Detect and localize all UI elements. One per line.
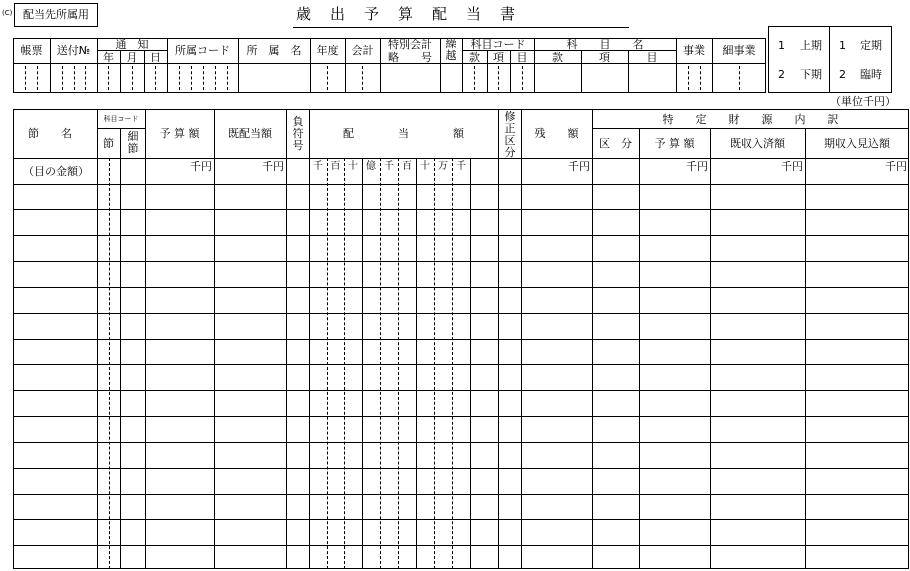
period-regular-num: 1	[839, 39, 846, 52]
period-box	[768, 26, 892, 93]
saisetsu-label: 細節	[127, 130, 139, 155]
subject-name-label: 科 目 名	[566, 38, 644, 51]
digit-sep	[227, 66, 228, 90]
expected-unit: 千円	[885, 160, 907, 173]
period-first-half: 上期	[800, 39, 822, 52]
digit-sep	[700, 66, 701, 90]
main-col-line	[710, 128, 711, 569]
month-label: 月	[126, 51, 138, 64]
table-row-line	[13, 313, 909, 314]
digit-label: 千	[456, 161, 466, 172]
period-regular: 定期	[860, 39, 882, 52]
already-unit: 千円	[262, 160, 284, 173]
account-label: 会計	[351, 44, 374, 57]
recipient-tag: 配当先所属用	[23, 8, 89, 21]
budget-unit: 千円	[190, 160, 212, 173]
digit-sep	[179, 66, 180, 90]
ledger-label: 帳票	[20, 44, 43, 57]
subject-name-moku: 目	[646, 51, 658, 64]
period-second-num: 2	[778, 68, 785, 81]
digit-sep	[191, 66, 192, 90]
digit-label: 十	[348, 161, 358, 172]
subject-name-kou: 項	[599, 51, 610, 64]
balance-unit: 千円	[568, 160, 590, 173]
main-col-line	[639, 128, 640, 569]
subject-code-moku: 目	[516, 51, 528, 64]
budget-label: 予 算 額	[159, 127, 200, 140]
fiscal-year-label: 年度	[316, 44, 339, 57]
day-label: 日	[150, 51, 161, 64]
hdr-col-line	[440, 38, 441, 93]
moku-amount-label: （目の金額）	[23, 165, 89, 178]
table-row-line	[13, 158, 909, 159]
setsu-name-label: 節 名	[28, 127, 72, 140]
period-second-half: 下期	[800, 68, 822, 81]
project-label: 事業	[683, 44, 705, 57]
send-no-label: 送付№	[56, 44, 91, 57]
digit-sep	[25, 66, 26, 90]
subject-code-label: 科目コード	[470, 38, 526, 51]
main-subject-code-label: 科目コード	[103, 115, 139, 123]
unit-note: （単位千円）	[830, 95, 896, 108]
digit-sep	[498, 66, 499, 90]
period-box-divider	[829, 26, 830, 93]
table-row-line	[13, 287, 909, 288]
digit-sep	[474, 66, 475, 90]
table-row-line	[13, 494, 909, 495]
digit-label: 十	[420, 161, 430, 172]
form-code-mark: (C)	[2, 9, 13, 17]
digit-label: 千	[313, 161, 323, 172]
main-col-line	[120, 128, 121, 569]
received-unit: 千円	[781, 160, 803, 173]
digit-sep	[522, 66, 523, 90]
sf-budget-label: 予 算 額	[654, 137, 695, 150]
notice-label: 通 知	[115, 38, 149, 51]
balance-label: 残 額	[534, 127, 579, 140]
carry-over-label: 繰越	[445, 37, 457, 62]
digit-label: 億	[366, 161, 376, 172]
allocation-label: 配 当 額	[343, 127, 464, 140]
abbr-no-label: 略 号	[388, 51, 432, 64]
sf-budget-unit: 千円	[686, 160, 708, 173]
dept-name-label: 所 属 名	[246, 44, 302, 57]
digit-sep	[215, 66, 216, 90]
subject-name-kan: 款	[552, 51, 563, 64]
table-row-line	[13, 184, 909, 185]
dept-code-label: 所属コード	[175, 44, 230, 57]
table-row-line	[13, 545, 909, 546]
digit-sep	[85, 66, 86, 90]
period-extra-num: 2	[839, 68, 846, 81]
table-row-line	[13, 261, 909, 262]
sub-project-label: 細事業	[722, 44, 756, 57]
digit-sep	[327, 66, 328, 90]
period-first-num: 1	[778, 39, 785, 52]
period-extraordinary: 臨時	[860, 68, 882, 81]
title-underline	[293, 27, 629, 28]
received-label: 既収入済額	[730, 137, 785, 150]
digit-sep	[155, 66, 156, 90]
digit-sep	[74, 66, 75, 90]
table-row-line	[13, 416, 909, 417]
digit-label: 百	[402, 161, 412, 172]
already-alloc-label: 既配当額	[228, 127, 272, 140]
digit-label: 千	[384, 161, 394, 172]
table-row-line	[13, 209, 909, 210]
main-subline	[97, 128, 145, 129]
setsu-label: 節	[103, 137, 114, 150]
table-row-line	[13, 364, 909, 365]
digit-label: 百	[330, 161, 341, 172]
digit-sep	[688, 66, 689, 90]
table-row-line	[13, 339, 909, 340]
negative-sign-label: 負符号	[292, 115, 304, 152]
expected-label: 期収入見込額	[824, 137, 890, 150]
correction-label: 修正区分	[504, 110, 516, 159]
subject-code-kou: 項	[493, 51, 504, 64]
digit-sep	[108, 66, 109, 90]
table-row-line	[13, 468, 909, 469]
table-row-line	[13, 390, 909, 391]
category-label: 区 分	[599, 137, 632, 150]
digit-sep	[203, 66, 204, 90]
digit-sep	[62, 66, 63, 90]
digit-sep	[37, 66, 38, 90]
special-account-label: 特別会計	[388, 38, 432, 51]
table-row-line	[13, 235, 909, 236]
page-title: 歳出予算配当書	[296, 5, 535, 23]
digit-sep	[132, 66, 133, 90]
special-source-label: 特 定 財 源 内 訳	[662, 113, 839, 126]
year-label: 年	[103, 51, 114, 64]
digit-sep	[362, 66, 363, 90]
subject-code-kan: 款	[469, 51, 480, 64]
table-row-line	[13, 442, 909, 443]
table-row-line	[13, 519, 909, 520]
digit-sep	[739, 66, 740, 90]
digit-label: 万	[438, 161, 448, 172]
main-col-line	[805, 128, 806, 569]
